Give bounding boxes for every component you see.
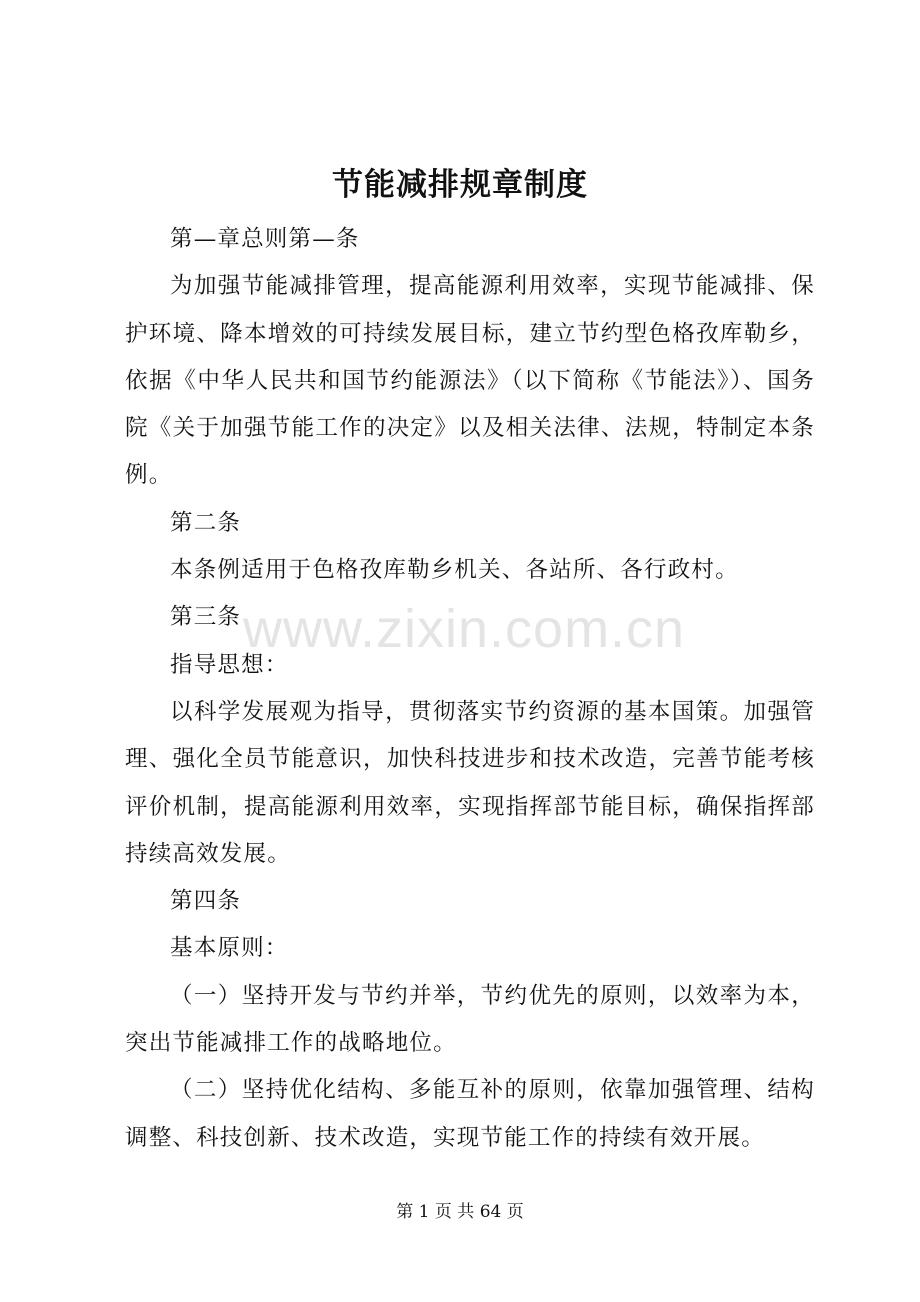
paragraph: （二）坚持优化结构、多能互补的原则，依靠加强管理、结构调整、科技创新、技术改造，实现节能工作的持续有效开展。 — [125, 1077, 815, 1151]
paragraph: 第三条 — [170, 604, 242, 631]
document-body — [125, 216, 815, 1162]
paragraph: 基本原则： — [170, 935, 289, 962]
paragraph: （一）坚持开发与节约并举，节约优先的原则，以效率为本，突出节能减排工作的战略地位。 — [125, 982, 815, 1057]
paragraph: 为加强节能减排管理，提高能源利用效率，实现节能减排、保护环境、降本增效的可持续发展目标，建立节约型色格孜库勒乡，依据《中华人民共和国节约能源法》（以下简称《节能法》）、国务院《关于加强节能工作的决定》以及相关法律、法规，特制定本条例。 — [125, 273, 815, 489]
page-footer: 第 1 页 共 64 页 — [396, 1202, 524, 1222]
paragraph: 第二条 — [170, 509, 242, 536]
watermark: www.zixin.com.cn — [243, 599, 686, 659]
paragraph: 第—章总则第—条 — [170, 226, 360, 252]
paragraph: 第四条 — [170, 888, 242, 915]
paragraph: 本条例适用于色格孜库勒乡机关、各站所、各行政村。 — [170, 557, 739, 584]
paragraph: 以科学发展观为指导，贯彻落实节约资源的基本国策。加强管理、强化全员节能意识，加快科技进步和技术改造，完善节能考核评价机制，提高能源利用效率，实现指挥部节能目标，确保指挥部持续高效发展。 — [125, 698, 815, 867]
paragraph: 指导思想： — [170, 651, 289, 678]
document-title: 节能减排规章制度 — [332, 167, 588, 203]
